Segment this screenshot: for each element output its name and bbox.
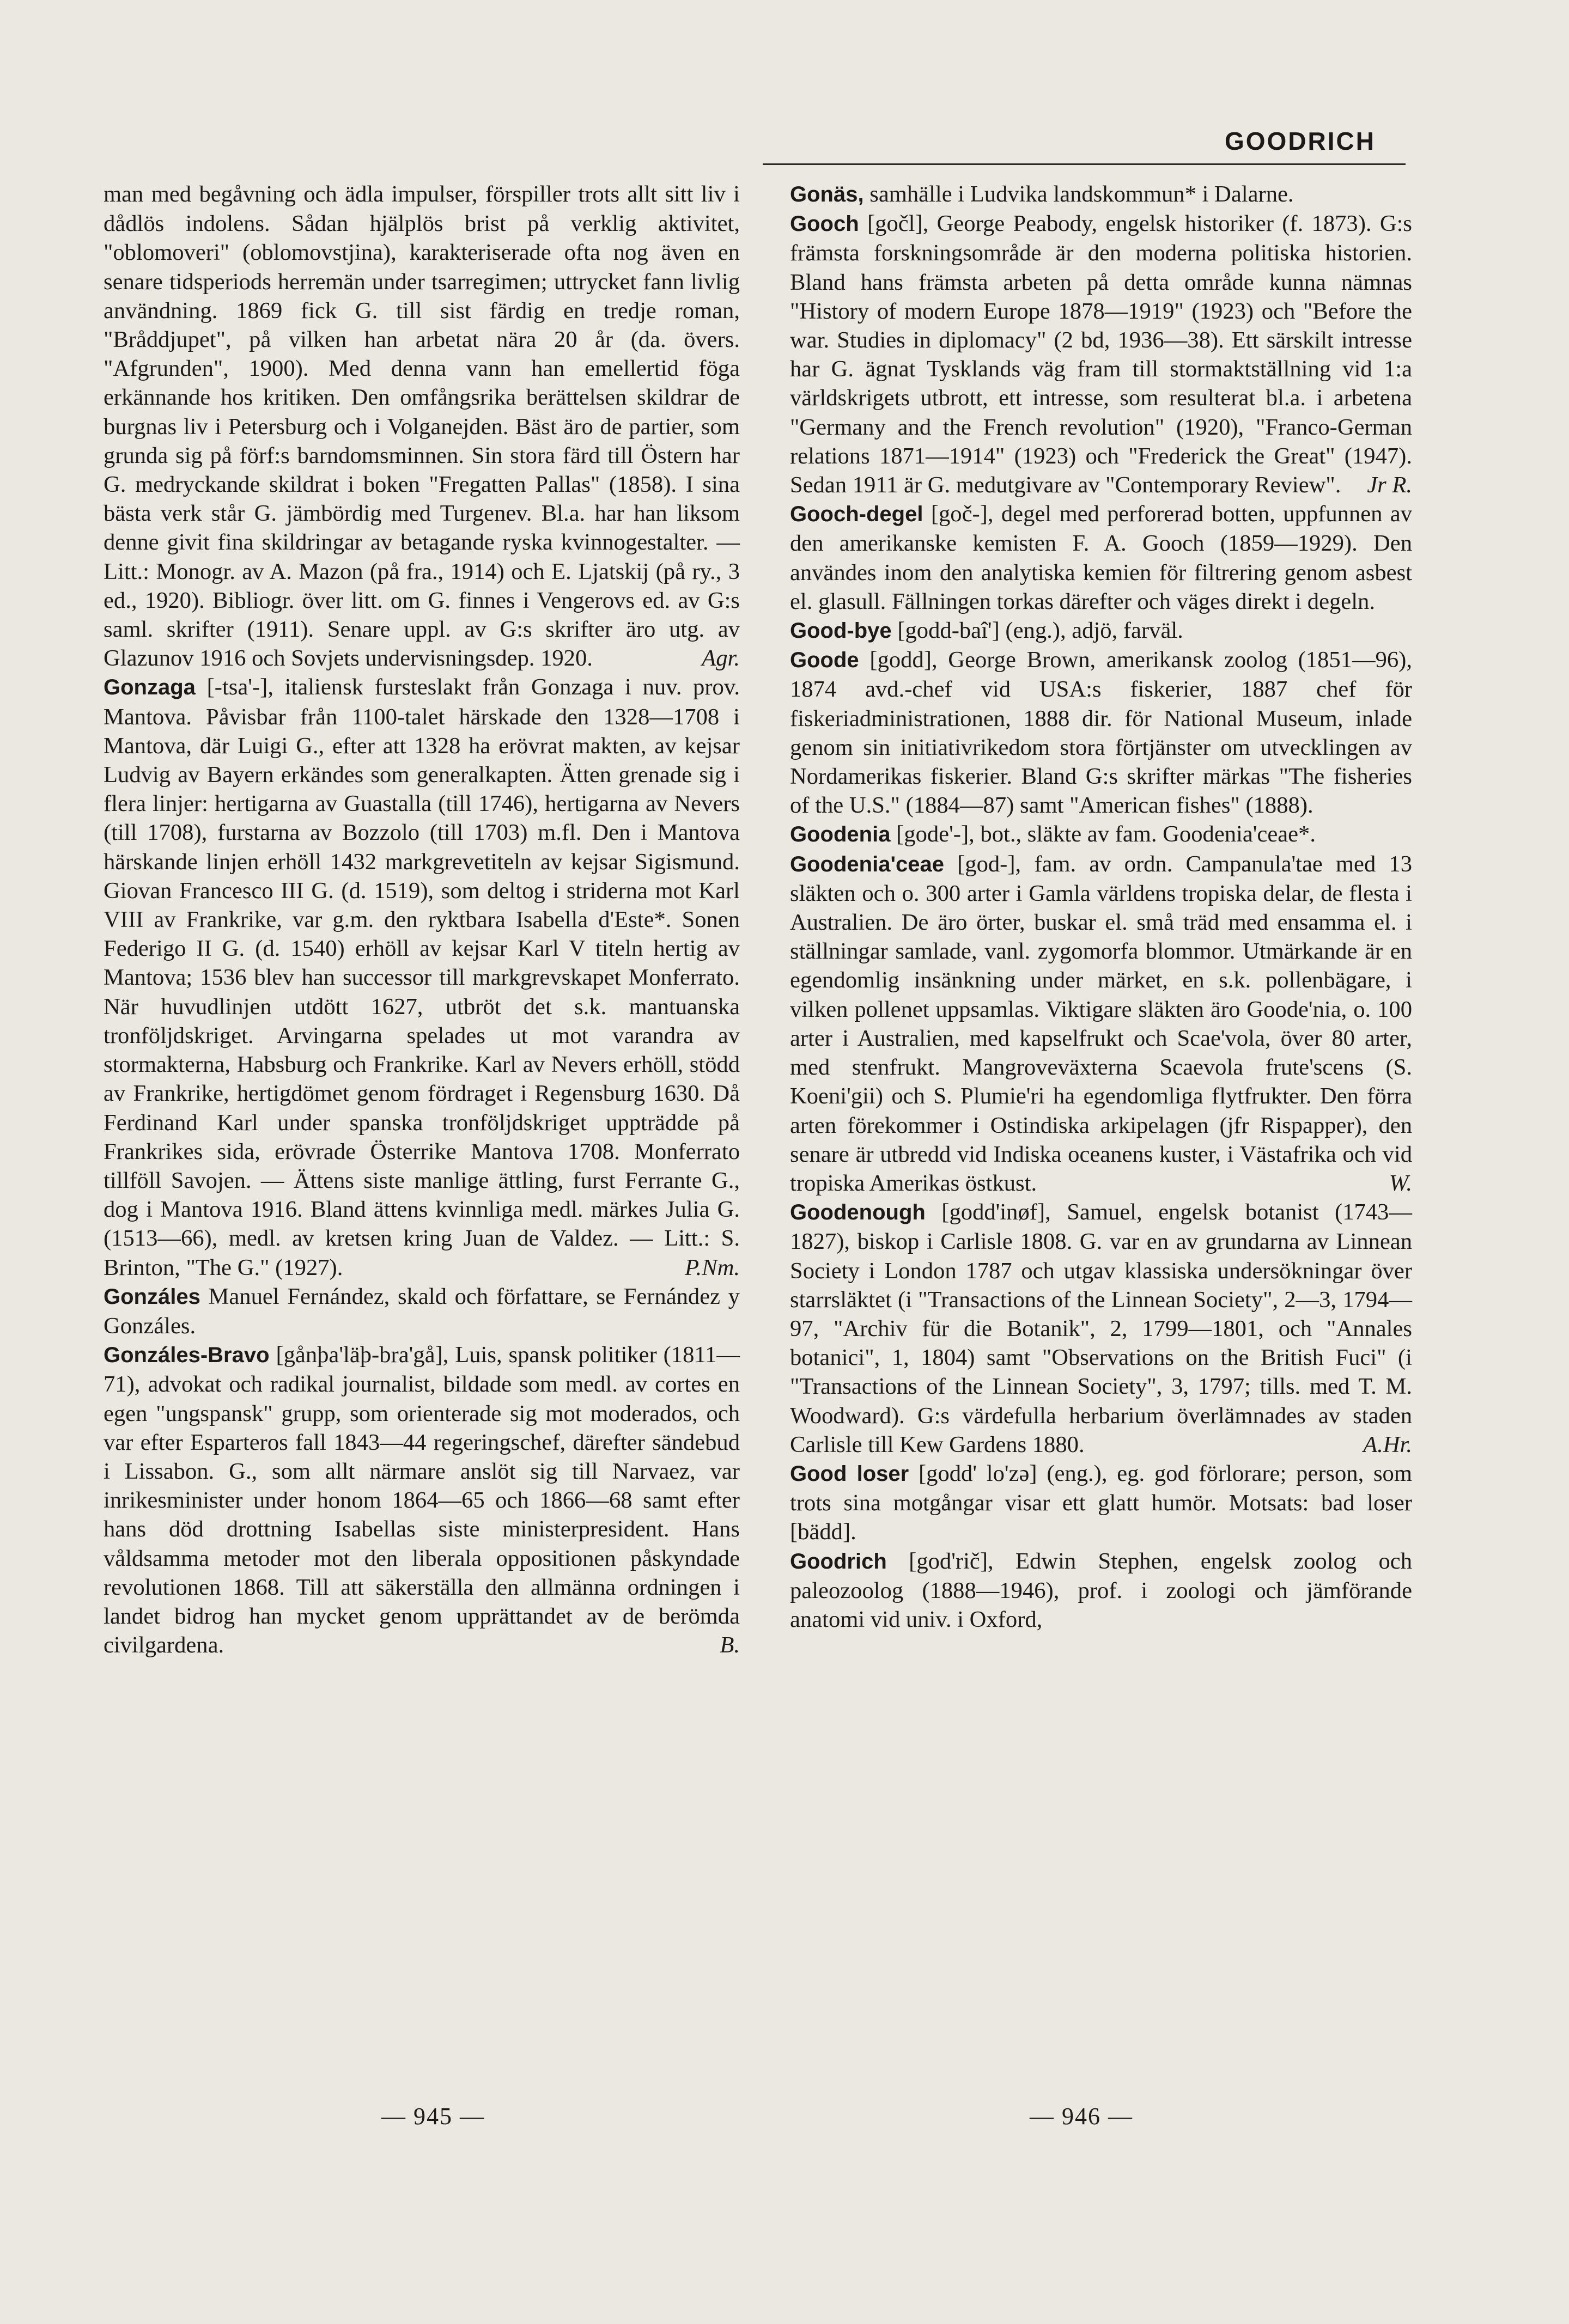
entry-goodenough: Goodenough [godd'inøf], Samuel, engelsk botanist (1743—1827), biskop i Carlisle 1808. G. var en av grundarna av Linnean Society i London 1787 och utgav klassiska undersökningar över starrsläktet (i "Transactions of the Linnean Society", 2—3, 1794—97, "Archiv für die Botanik", 2, 1799—1801, och "Annales botanici", 1, 1804) samt "Observations on the British Fuci" (i "Transactions of the Linnean Society", 3, 1797; tills. med T. M. Woodward). G:s värdefulla herbarium överlämnades av staden Carlisle till Kew Gardens 1880. A.Hr. (790, 1199, 1412, 1457)
entry-goodrich: Goodrich [god'rič], Edwin Stephen, engelsk zoolog och paleozoolog (1888—1946), prof. i zoologi och jämförande anatomi vid univ. i Oxford, (790, 1548, 1412, 1632)
entry-goodenia: Goodenia [gode'-], bot., släkte av fam. Goodenia'ceae*. (790, 821, 1316, 847)
left-column (104, 180, 740, 1660)
entry-gonzales: Gonzáles Manuel Fernández, skald och författare, se Fernández y Gonzáles. (104, 1283, 740, 1339)
page-number-right: — 946 — (1030, 2103, 1133, 2130)
running-head: GOODRICH (1225, 127, 1376, 155)
entry-gonzaga: Gonzaga [-tsa'-], italiensk fursteslakt från Gonzaga i nuv. prov. Mantova. Påvisbar från 1100-talet härskade den 1328—1708 i Mantova, där Luigi G., efter att 1328 ha erövrat makten, av kejsar Ludvig av Bayern erkändes som generalkapten. Ätten grenade sig i flera linjer: hertigarna av Guastalla (till 1746), hertigarna av Nevers (till 1708), furstarna av Bozzolo (till 1703) m.fl. Den i Mantova härskande linjen erhöll 1432 markgrevetiteln av kejsar Sigismund. Giovan Francesco III G. (d. 1519), som deltog i striderna mot Karl VIII av Frankrike, var g.m. den ryktbara Isabella d'Este*. Sonen Federigo II G. (d. 1540) erhöll av kejsar Karl V titeln hertig av Mantova; 1536 blev han successor till markgrevskapet Monferrato. När huvudlinjen utdött 1627, utbröt det s.k. mantuanska tronföljdskriget. Arvingarna spelades ut mot varandra av stormakterna, Habsburg och Frankrike. Karl av Nevers erhöll, stödd av Frankrike, hertigdömet genom fördraget i Regensburg 1630. Då Ferdinand Karl under spanska tronföljdskriget uppträdde på Frankrikes sida, erövrade Österrike Mantova 1708. Monferrato tillföll Savojen. — Ättens siste manlige ättling, furst Ferrante G., dog i Mantova 1916. Bland ättens kvinnliga medl. märkes Julia G. (1513—66), medl. av kretsen kring Juan de Valdez. — Litt.: S. Brinton, "The G." (1927). P.Nm. (104, 674, 740, 1280)
entry-goodeniaceae: Goodenia'ceae [god-], fam. av ordn. Campanula'tae med 13 släkten och o. 300 arter i Gamla världens tropiska delar, de flesta i Australien. De äro örter, buskar el. små träd med ensamma el. i ställningar samlade, vanl. zygomorfa blommor. Utmärkande är en egendomlig insänkning under märket, en s.k. pollenbägare, i vilken pollenet uppsamlas. Viktigare släkten äro Goode'nia, o. 100 arter i Australien, med kapselfrukt och Scae'vola, över 80 arter, med stenfrukt. Mangroveväxterna Scaevola frute'scens (S. Koeni'gii) och S. Plumie'ri ha egendomliga flytfrukter. Den förra arten förekommer i Ostindiska arkipelagen (jfr Rispapper), den senare är utbredd vid Indiska oceanens kuster, i Västafrika och vid tropiska Amerikas östkust. W. (790, 851, 1412, 1196)
entry-good-bye: Good-bye [godd-baî'] (eng.), adjö, farväl. (790, 618, 1183, 644)
entry-gonzales-bravo: Gonzáles-Bravo [gånþa'läþ-bra'gå], Luis, spansk politiker (1811—71), advokat och radikal journalist, bildade som medl. av cortes en egen "ungspansk" grupp, som orienterade sig mot moderados, och var efter Esparteros fall 1843—44 regeringschef, därefter sändebud i Lissabon. G., som allt närmare anslöt sig till Narvaez, var inrikesminister under honom 1864—65 och 1866—68 samt efter hans död drottning Isabellas siste ministerpresident. Hans våldsamma metoder mot den liberala oppositionen påskyndade revolutionen 1868. Till att säkerställa den allmänna ordningen i landet bidrog han mycket genom upprättandet av de berömda civilgardena. B. (104, 1342, 740, 1658)
entry-goncharov-continuation: man med begåvning och ädla impulser, förspiller trots allt sitt liv i dådlös indolens. Sådan hjälplös brist på verklig aktivitet, "oblomoveri" (oblomovstjina), karakteriserade ofta nog även en senare tidsperiods herremän under tsarregimen; uttrycket fann livlig användning. 1869 fick G. till sist färdig en tredje roman, "Bråddjupet", på vilken han arbetat nära 20 år (da. övers. "Afgrunden", 1900). Med denna vann han emellertid föga erkännande hos kritiken. Den omfångsrika berättelsen skildrar de burgnas liv i Petersburg och i Volganejden. Bäst äro de partier, som grunda sig på förf:s barndomsminnen. Sin stora färd till Östern har G. medryckande skildrat i boken "Fregatten Pallas" (1858). I sina bästa verk står G. jämbördig med Turgenev. Bl.a. har han liksom denne givit fina skildringar av betagande ryska kvinnogestalter. — Litt.: Monogr. av A. Mazon (på fra., 1914) och E. Ljatskij (på ry., 3 ed., 1920). Bibliogr. över litt. om G. finnes i Vengerovs ed. av G:s saml. skrifter (1911). Senare uppl. av G:s skrifter äro utg. av Glazunov 1916 och Sovjets undervisningsdep. 1920. Agr. (104, 181, 740, 672)
entry-gooch-degel: Gooch-degel [goč-], degel med perforerad botten, uppfunnen av den amerikanske kemisten F. A. Gooch (1859—1929). Den användes inom den analytiska kemien för filtrering genom asbest el. glasull. Fällningen torkas därefter och väges direkt i degeln. (790, 501, 1413, 614)
entry-gooch: Gooch [gočl], George Peabody, engelsk historiker (f. 1873). G:s främsta forskningsområde är den moderna politiska historien. Bland hans främsta arbeten på detta område kunna nämnas "History of modern Europe 1878—1919" (1923) och "Before the war. Studies in diplomacy" (2 bd, 1936—38). Ett särskilt intresse har G. ägnat Tysklands väg fram till stormaktställning vid 1:a världskrigets utbrott, ett intresse, som resulterat bl.a. i arbetena "Germany and the French revolution" (1920), "Franco-German relations 1871—1914" (1923) och "Frederick the Great" (1947). Sedan 1911 är G. medutgivare av "Contemporary Review". Jr R. (790, 211, 1413, 498)
entry-gonas: Gonäs, samhälle i Ludvika landskommun* i Dalarne. (790, 181, 1294, 207)
page-number-left: — 945 — (381, 2103, 485, 2130)
right-column (790, 180, 1412, 1634)
entry-goode: Goode [godd], George Brown, amerikansk zoolog (1851—96), 1874 avd.-chef vid USA:s fiskerier, 1887 chef för fiskeriadministrationen, 1888 dir. för National Museum, inlade genom sin initiativrikedom stora förtjänster om utvecklingen av Nordamerikas fiskerier. Bland G:s skrifter märkas "The fisheries of the U.S." (1884—87) samt "American fishes" (1888). (790, 647, 1412, 819)
header-rule (763, 163, 1406, 165)
entry-good-loser: Good loser [godd' lo'zə] (eng.), eg. god förlorare; person, som trots sina motgångar visar ett glatt humör. Motsats: bad loser [bädd]. (790, 1460, 1412, 1545)
